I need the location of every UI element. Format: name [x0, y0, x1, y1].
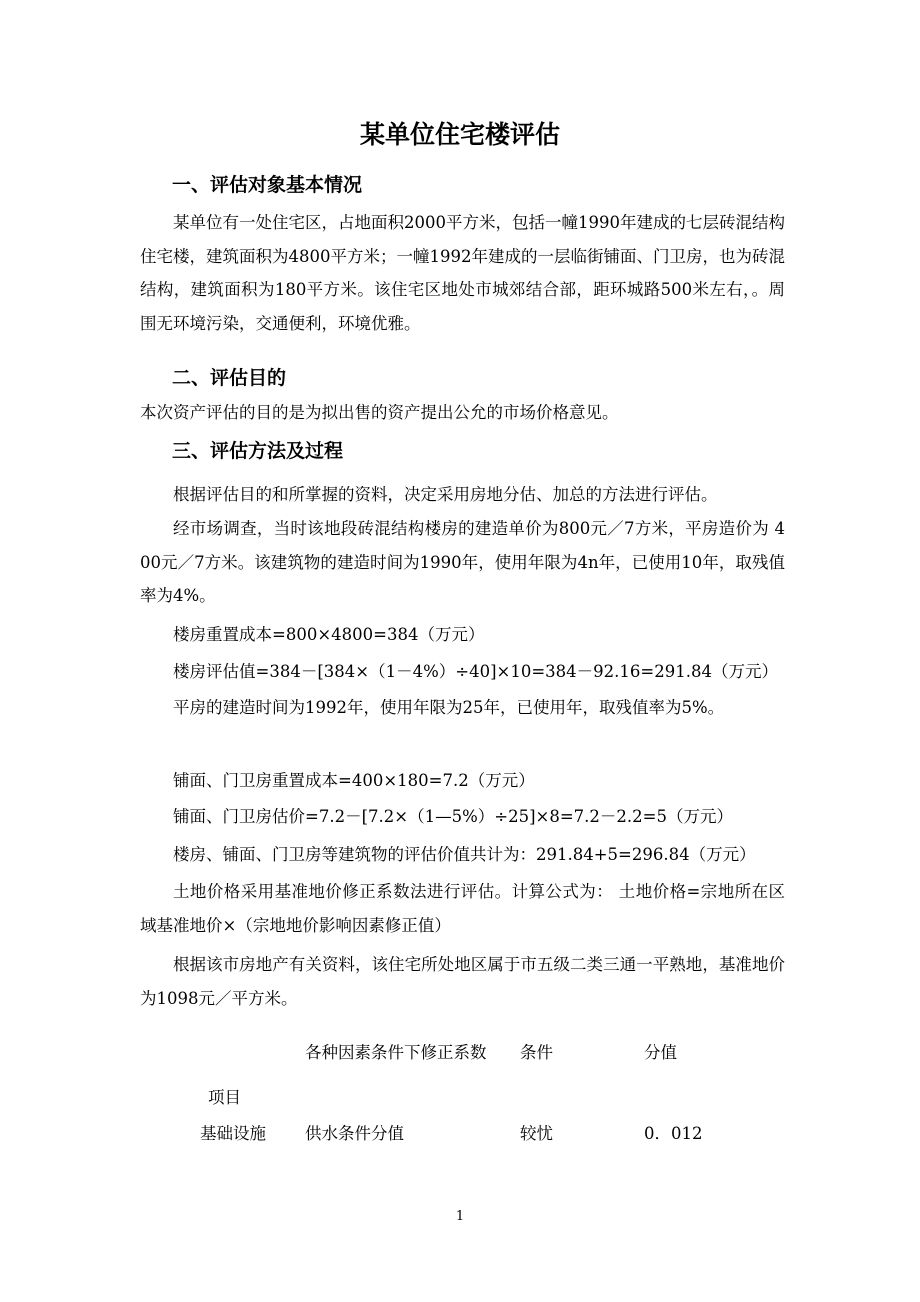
- table-header-item: 项目: [208, 1088, 241, 1107]
- method-paragraph: 根据评估目的和所掌握的资料，决定采用房地分估、加总的方法进行评估。: [173, 485, 718, 504]
- section-1-paragraph: 某单位有一处住宅区，占地面积2000平方米，包括一幢1990年建成的七层砖混结构住宅楼，建筑面积为4800平方米；一幢1992年建成的一层临街铺面、门卫房，也为砖混结构，建筑面积为180平方米。该住宅区地处市城郊结合部，距环城路500米左右，。周围无环境污染，交通便利，环境优雅。: [140, 213, 785, 333]
- base-land-price-paragraph: 根据该市房地产有关资料，该住宅所处地区属于市五级二类三通一平熟地，基准地价为1098元／平方米。: [140, 955, 785, 1008]
- section-heading-2: 二、评估目的: [172, 367, 287, 389]
- bungalow-paragraph: 平房的建造时间为1992年，使用年限为25年，已使用年，取残值率为5%。: [173, 698, 725, 717]
- market-survey-paragraph: 经市场调查，当时该地段砖混结构楼房的建造单价为800元／7方米，平房造价为 400元／7方米。该建筑物的建造时间为1990年，使用年限为4n年，已使用10年，取残值率为4%。: [140, 519, 785, 606]
- page-number: 1: [455, 1209, 465, 1224]
- table-row-category: 基础设施: [200, 1124, 266, 1143]
- building-replacement-cost: 楼房重置成本=800×4800=384（万元）: [173, 625, 485, 644]
- document-title: 某单位住宅楼评估: [359, 120, 560, 149]
- table-header-condition: 条件: [520, 1043, 553, 1062]
- shop-replacement-cost: 铺面、门卫房重置成本=400×180=7.2（万元）: [173, 771, 535, 790]
- section-heading-1: 一、评估对象基本情况: [172, 174, 363, 196]
- table-row-score: 0．012: [644, 1124, 703, 1143]
- table-title: 各种因素条件下修正系数: [305, 1043, 487, 1062]
- table-header-score: 分值: [644, 1043, 677, 1062]
- land-price-method-paragraph: 土地价格采用基准地价修正系数法进行评估。计算公式为： 土地价格=宗地所在区域基准地价×（宗地地价影响因素修正值）: [140, 882, 785, 935]
- buildings-total-value: 楼房、铺面、门卫房等建筑物的评估价值共计为：291.84+5=296.84（万元）: [173, 845, 756, 864]
- section-heading-3: 三、评估方法及过程: [172, 440, 344, 462]
- table-row-condition: 较忧: [520, 1124, 553, 1143]
- shop-valuation-formula: 铺面、门卫房估价=7.2－[7.2×（1—5%）÷25]×8=7.2－2.2=5（万元）: [173, 807, 733, 826]
- building-valuation-formula: 楼房评估值=384－[384×（1－4%）÷40]×10=384－92.16=291.84（万元）: [173, 662, 778, 681]
- section-2-paragraph: 本次资产评估的目的是为拟出售的资产提出公允的市场价格意见。: [140, 403, 619, 422]
- table-row-item: 供水条件分值: [305, 1124, 404, 1143]
